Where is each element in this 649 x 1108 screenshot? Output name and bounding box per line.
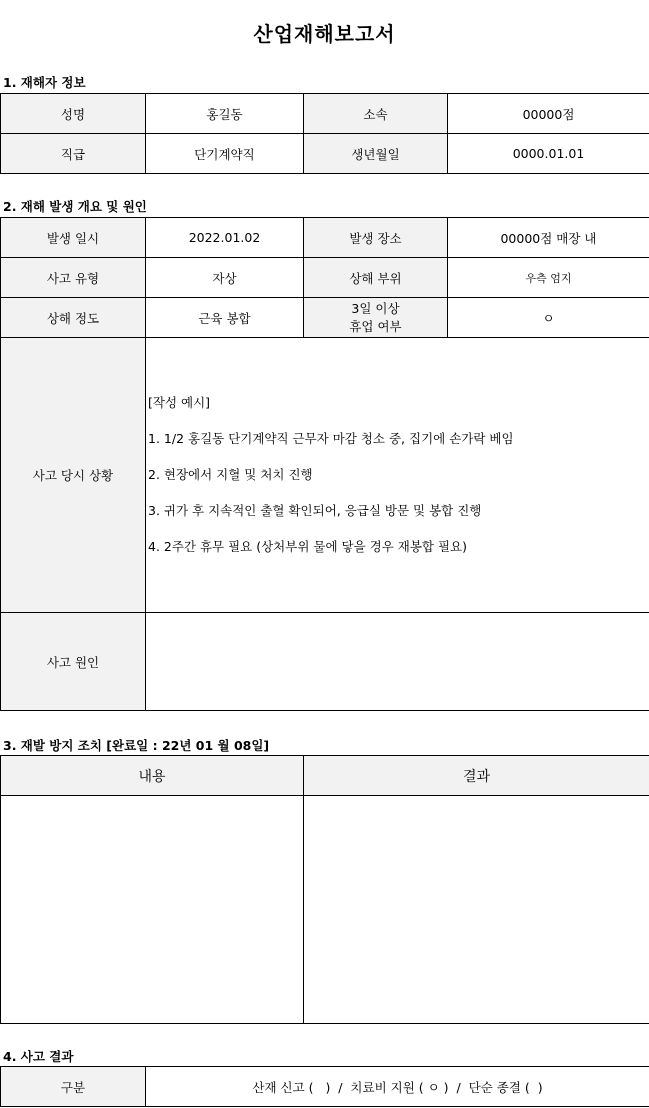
place-value[interactable]: 00000점 매장 내 <box>448 218 649 258</box>
part-label: 상해 부위 <box>304 258 448 298</box>
accident-overview-table <box>0 217 649 711</box>
date-value[interactable]: 2022.01.02 <box>146 218 304 258</box>
position-label: 직급 <box>1 134 146 174</box>
situation-value[interactable] <box>146 338 649 613</box>
situation-line: [작성 예시] <box>148 395 211 410</box>
cause-label: 사고 원인 <box>1 613 146 711</box>
situation-line: 3. 귀가 후 지속적인 출혈 확인되어, 응급실 방문 및 봉합 진행 <box>148 503 482 518</box>
leave-label <box>304 298 448 338</box>
name-label: 성명 <box>1 94 146 134</box>
leave-label-line2: 휴업 여부 <box>349 318 402 334</box>
content-value[interactable] <box>1 796 304 1024</box>
date-label: 발생 일시 <box>1 218 146 258</box>
place-label: 발생 장소 <box>304 218 448 258</box>
name-value[interactable]: 홍길동 <box>146 94 304 134</box>
dept-value[interactable]: 00000점 <box>448 94 649 134</box>
leave-value[interactable]: ㅇ <box>448 298 649 338</box>
position-value[interactable]: 단기계약직 <box>146 134 304 174</box>
category-value[interactable]: 산재 신고 ( ) / 치료비 지원 ( ㅇ ) / 단순 종결 ( ) <box>146 1067 649 1107</box>
content-column-header: 내용 <box>1 756 304 796</box>
section3-heading: 3. 재발 방지 조치 [완료일 : 22년 01 월 08일] <box>3 738 270 753</box>
dept-label: 소속 <box>304 94 448 134</box>
type-value[interactable]: 자상 <box>146 258 304 298</box>
degree-label: 상해 정도 <box>1 298 146 338</box>
victim-info-table <box>0 93 649 174</box>
type-label: 사고 유형 <box>1 258 146 298</box>
section2-heading: 2. 재해 발생 개요 및 원인 <box>3 199 147 214</box>
situation-line: 1. 1/2 홍길동 단기계약직 근무자 마감 청소 중, 집기에 손가락 베임 <box>148 431 514 446</box>
situation-label: 사고 당시 상황 <box>1 338 146 613</box>
category-label: 구분 <box>1 1067 146 1107</box>
section1-heading: 1. 재해자 정보 <box>3 75 86 90</box>
leave-label-line1: 3일 이상 <box>351 300 400 316</box>
section4-heading: 4. 사고 결과 <box>3 1049 74 1064</box>
birth-label: 생년월일 <box>304 134 448 174</box>
result-value[interactable] <box>304 796 649 1024</box>
result-table <box>0 1066 649 1107</box>
part-value[interactable]: 우측 엄지 <box>448 258 649 298</box>
document-title: 산업재해보고서 <box>253 22 396 46</box>
situation-line: 4. 2주간 휴무 필요 (상처부위 물에 닿을 경우 재봉합 필요) <box>148 539 467 554</box>
cause-value[interactable] <box>146 613 649 711</box>
prevention-table <box>0 755 649 1024</box>
degree-value[interactable]: 근육 봉합 <box>146 298 304 338</box>
result-column-header: 결과 <box>304 756 649 796</box>
situation-line: 2. 현장에서 지혈 및 처치 진행 <box>148 467 313 482</box>
birth-value[interactable]: 0000.01.01 <box>448 134 649 174</box>
